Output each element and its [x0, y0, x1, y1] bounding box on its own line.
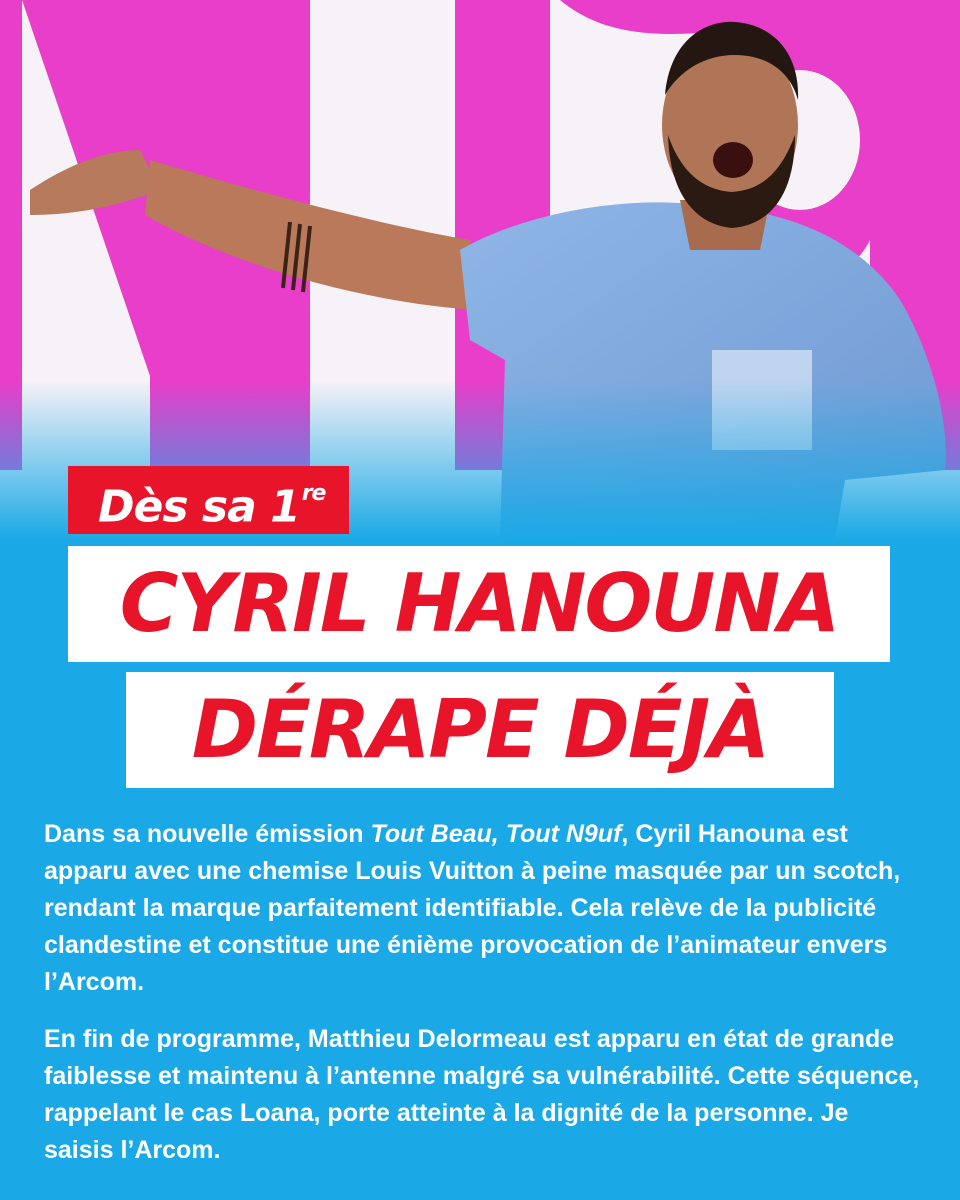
paragraph-1-intro: Dans sa nouvelle émission — [44, 820, 371, 848]
open-mouth — [713, 142, 753, 178]
paragraph-1 — [44, 816, 924, 1001]
kicker-label — [68, 466, 349, 534]
show-title: Tout Beau, Tout N9uf — [370, 820, 622, 848]
headline-line-1: CYRIL HANOUNA — [68, 546, 890, 662]
kicker-superscript: re — [301, 481, 326, 506]
headline-line-2: DÉRAPE DÉJÀ — [126, 672, 834, 788]
paragraph-1-rest: , Cyril Hanouna est apparu avec une chemise Louis Vuitton à peine masquée par un scotch, rendant la marque parfaitement identifiable. Cela relève de la publicité clandestine et constitue une énième provocation de l’animateur envers l’Arcom. — [44, 820, 901, 996]
kicker-text: Dès sa 1 — [98, 481, 300, 533]
paragraph-2: En fin de programme, Matthieu Delormeau est apparu en état de grande faiblesse et maintenu à l’antenne malgré sa vulnérabilité. Cette séquence, rappelant le cas Loana, porte atteinte à la dignité de la personne. Je saisis l’Arcom. — [44, 1025, 920, 1164]
tv-host-photo — [0, 0, 960, 540]
article-body — [44, 816, 924, 1189]
